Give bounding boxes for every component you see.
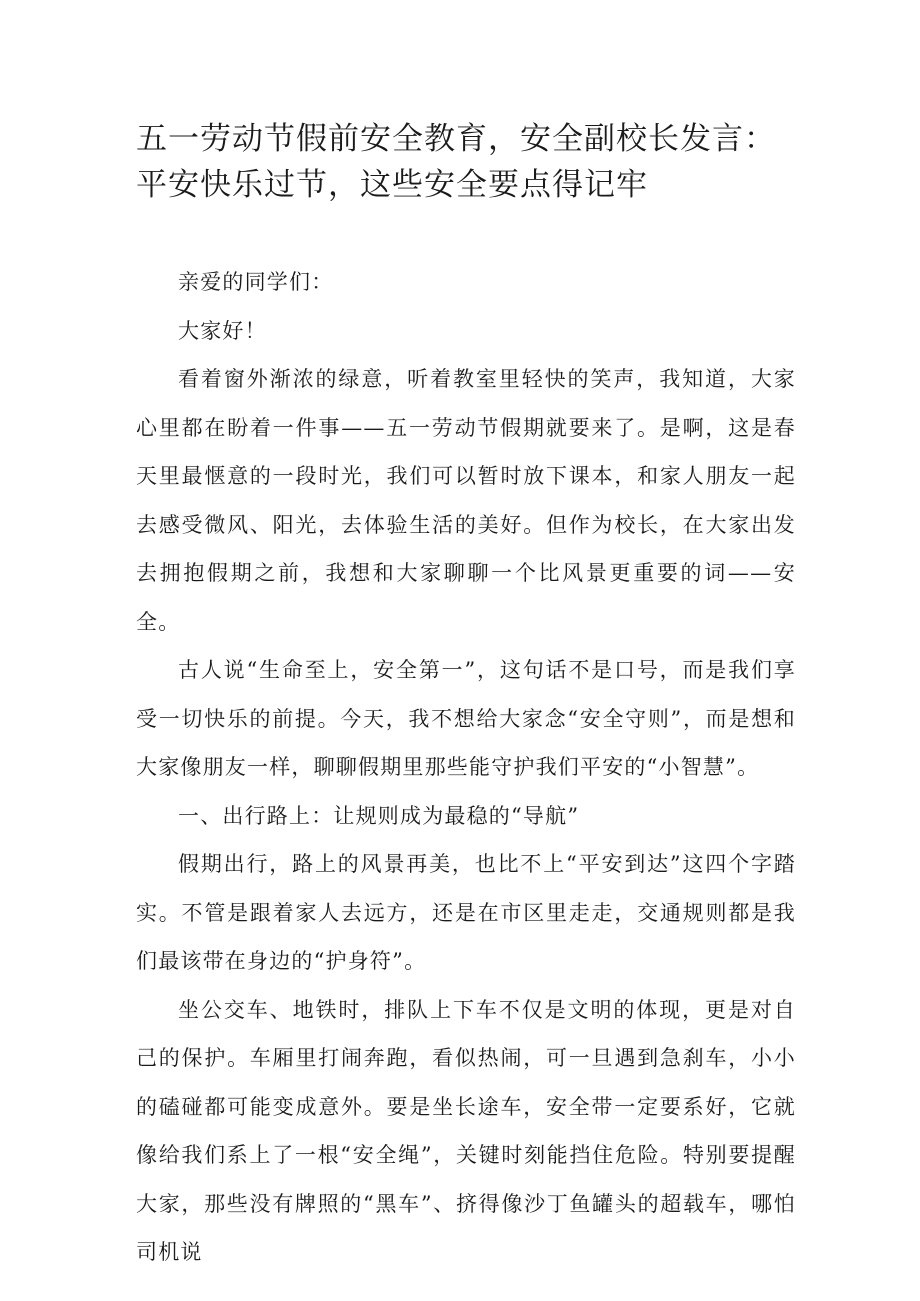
title-line-1: 五一劳动节假前安全教育，安全副校长发言： <box>136 121 776 157</box>
greeting: 大家好！ <box>178 318 267 343</box>
document-title <box>136 116 796 208</box>
section-heading-travel: 一、出行路上：让规则成为最稳的“导航” <box>178 803 580 828</box>
salutation: 亲爱的同学们： <box>178 270 334 294</box>
paragraph-travel: 假期出行，路上的风景再美，也比不上“平安到达”这四个字踏实。不管是跟着家人去远方，还是在市区里走走，交通规则都是我们最该带在身边的“护身符”。 <box>136 852 796 973</box>
document-body <box>136 258 796 1277</box>
paragraph-transit: 坐公交车、地铁时，排队上下车不仅是文明的体现，更是对自己的保护。车厢里打闹奔跑，看似热闹，可一旦遇到急刹车，小小的磕碰都可能变成意外。要是坐长途车，安全带一定要系好，它就像给我们系上了一根“安全绳”，关键时刻能挡住危险。特别要提醒大家，那些没有牌照的“黑车”、挤得像沙丁鱼罐头的超载车，哪怕司机说 <box>136 997 796 1264</box>
title-line-2: 平安快乐过节，这些安全要点得记牢 <box>136 167 648 203</box>
paragraph-intro: 看着窗外渐浓的绿意，听着教室里轻快的笑声，我知道，大家心里都在盼着一件事——五一劳动节假期就要来了。是啊，这是春天里最惬意的一段时光，我们可以暂时放下课本，和家人朋友一起去感受微风、阳光，去体验生活的美好。但作为校长，在大家出发去拥抱假期之前，我想和大家聊聊一个比风景更重要的词——安全。 <box>136 367 796 634</box>
paragraph-quote: 古人说“生命至上，安全第一”，这句话不是口号，而是我们享受一切快乐的前提。今天，我不想给大家念“安全守则”，而是想和大家像朋友一样，聊聊假期里那些能守护我们平安的“小智慧”。 <box>136 658 796 779</box>
